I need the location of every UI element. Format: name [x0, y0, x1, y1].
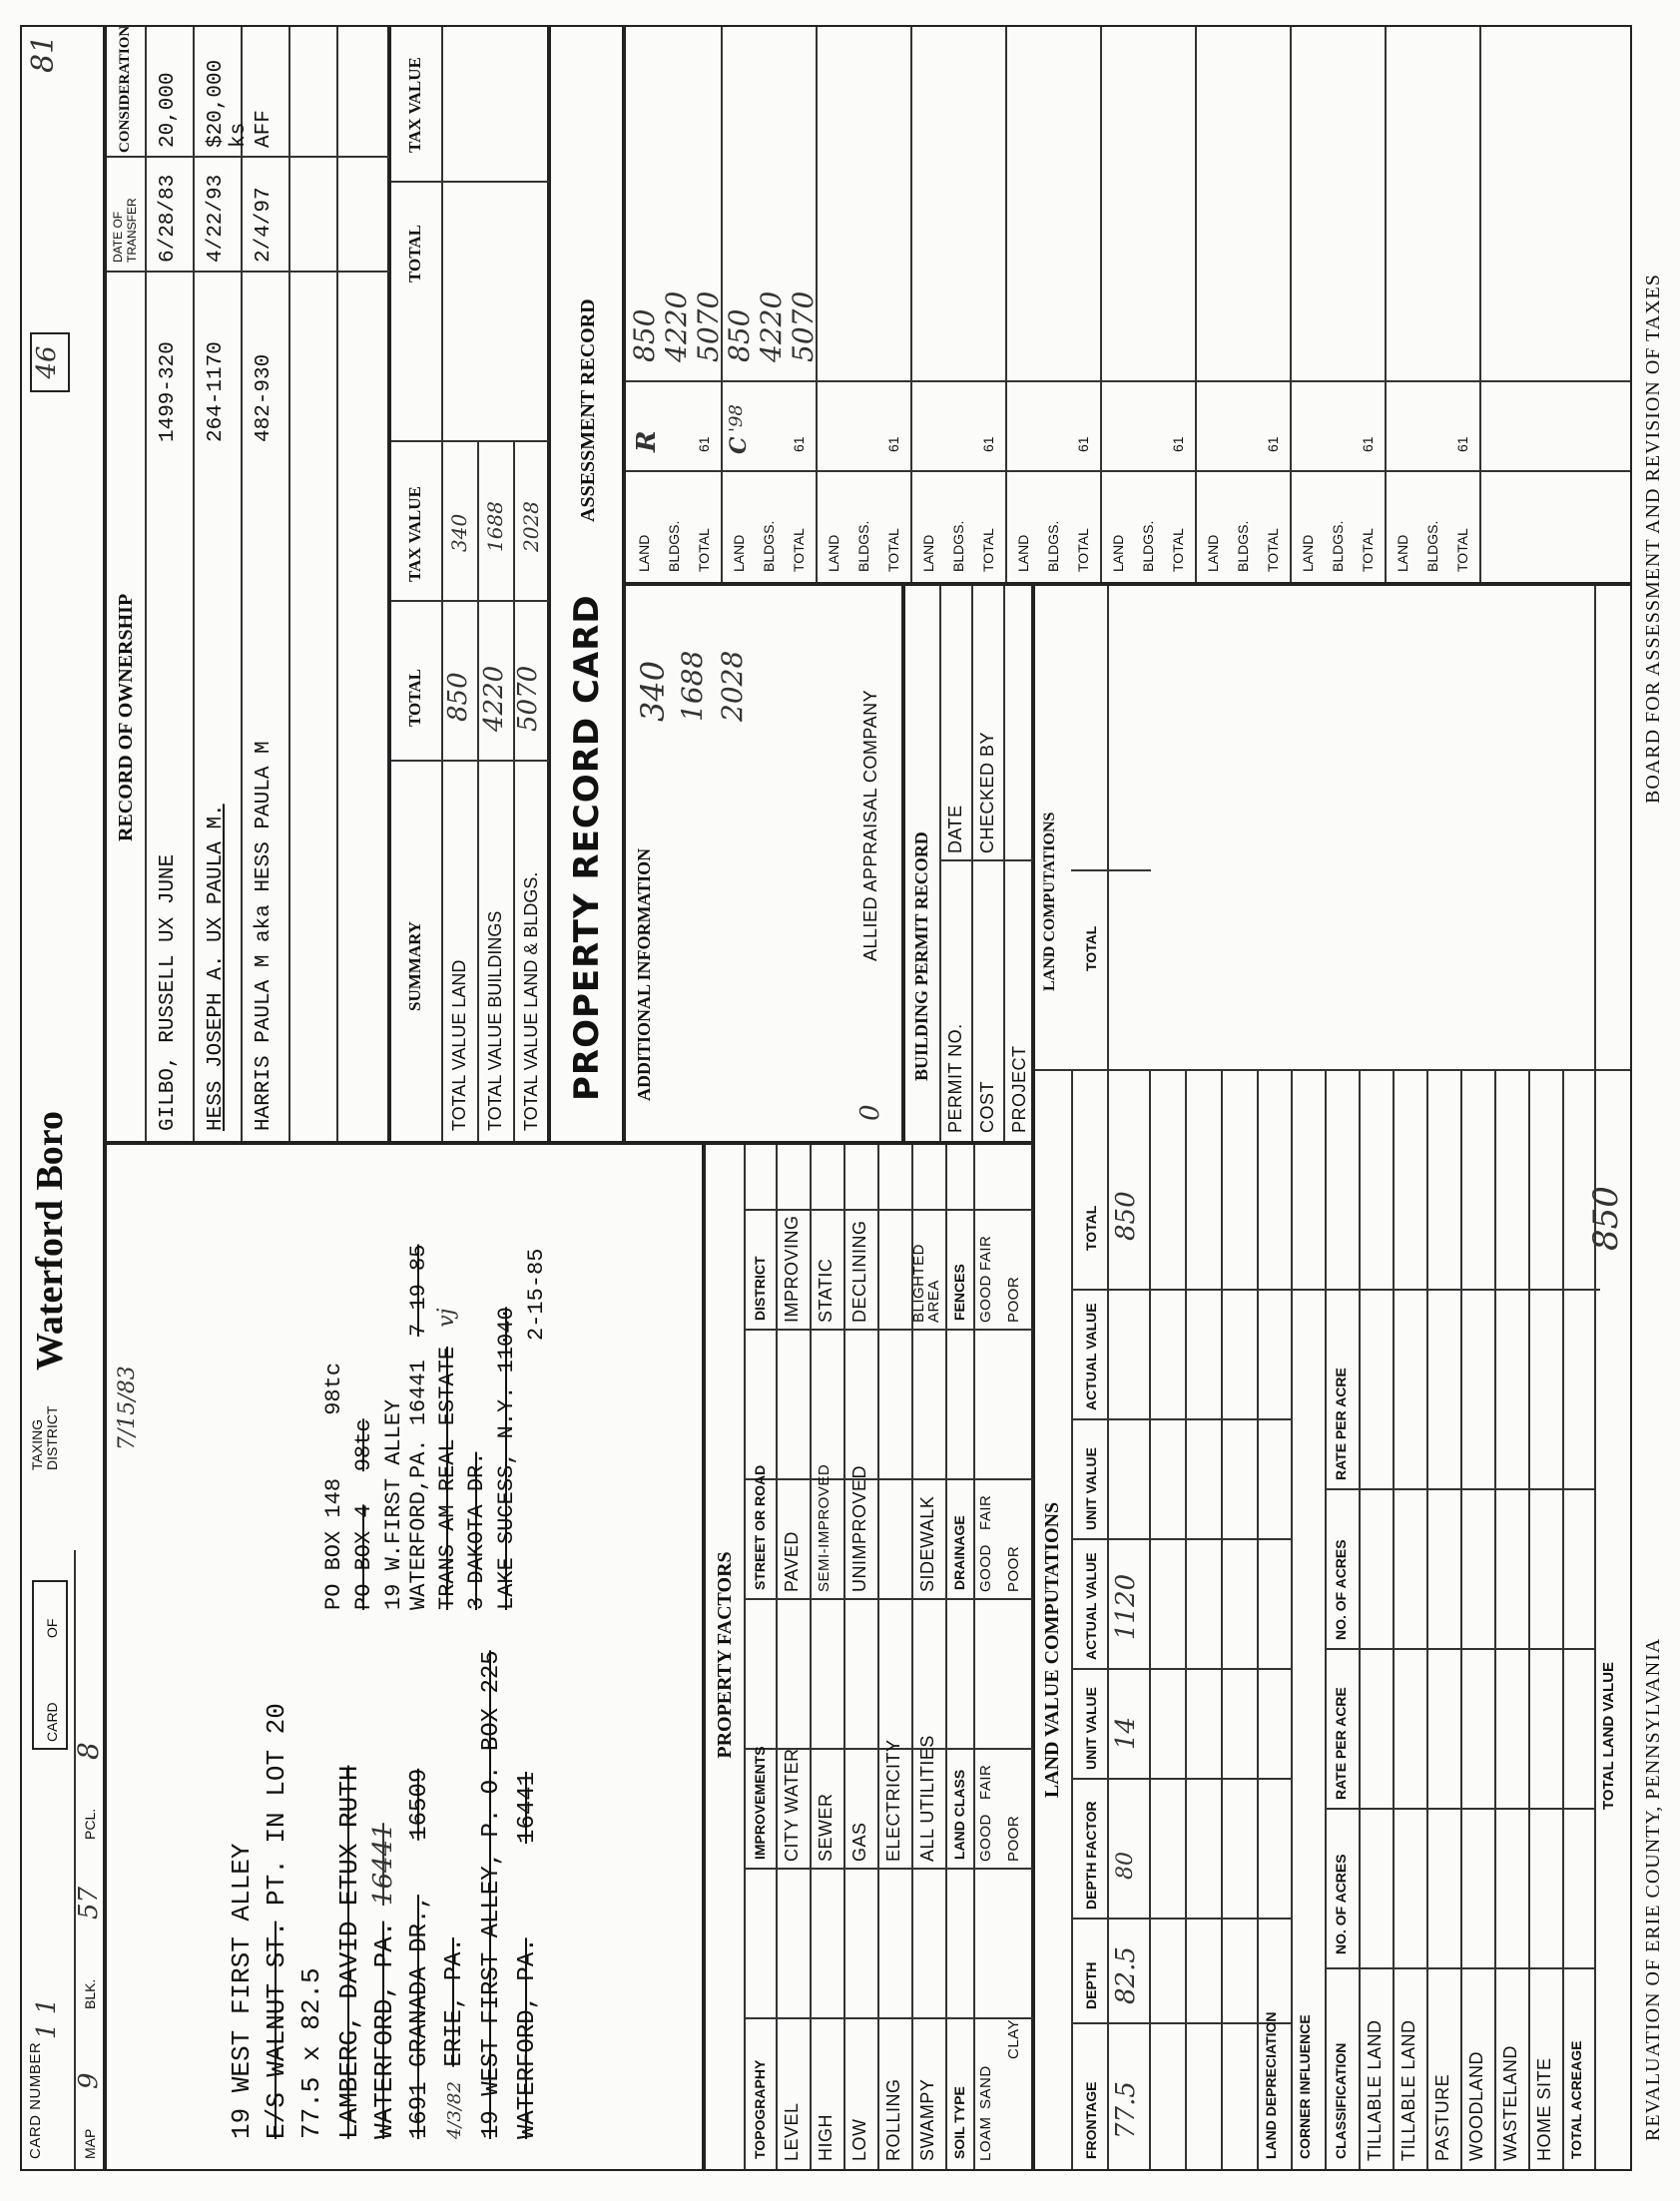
card-number-value: 1 1	[32, 1997, 62, 2039]
address-line-2-struck: E/S WALNUT ST.	[262, 1921, 291, 2139]
assessment-record	[624, 25, 1632, 584]
lv-class-col-acres-1: NO. OF ACRES	[1333, 1854, 1349, 1954]
assess-5-year: 61	[1075, 436, 1091, 452]
blk-label: BLK.	[82, 1978, 98, 2009]
col-topography: TOPOGRAPHY	[752, 2059, 768, 2159]
assess-9-land: LAND	[1395, 534, 1410, 572]
assess-6-land: LAND	[1110, 534, 1126, 572]
summary-side-total-col: TOTAL	[405, 225, 424, 282]
assess-3-year: 61	[885, 436, 901, 452]
assess-9-total: TOTAL	[1454, 528, 1470, 572]
topo-high: HIGH	[816, 2114, 836, 2161]
owner-line-6-zip: 16509	[406, 1768, 433, 1841]
assess-1-bldgs-value: 4220	[660, 290, 693, 362]
assess-1-total: TOTAL	[696, 528, 712, 572]
taxing-district: Waterford Boro	[29, 1111, 71, 1371]
district-declining: DECLINING	[849, 1220, 869, 1323]
property-description	[105, 1143, 704, 2171]
permit-project-label: PROJECT	[1009, 1045, 1029, 1133]
col-land-class: LAND CLASS	[951, 1769, 967, 1860]
assess-1-total-value: 5070	[692, 290, 725, 362]
col-soil-type: SOIL TYPE	[951, 2086, 967, 2159]
mail-line-4-date: 7-19-85	[406, 1244, 431, 1337]
assess-2-land-value: 850	[723, 308, 756, 362]
mail-line-7: LAKE SUCESS, N.Y. 11040	[494, 1307, 519, 1610]
owner-line-9-zip: 16441	[514, 1771, 541, 1844]
land-value-title: LAND VALUE COMPUTATIONS	[1041, 1501, 1063, 1799]
assess-2-year: 61	[791, 436, 807, 452]
lv-depreciation: LAND DEPRECIATION	[1263, 2011, 1279, 2159]
assess-4-land: LAND	[920, 534, 936, 572]
date-of-transfer-label: DATE OF TRANSFER	[111, 198, 139, 263]
card-title-box	[549, 25, 624, 1143]
corner-mark: 81	[26, 34, 61, 73]
additional-info-title: ADDITIONAL INFORMATION	[634, 847, 654, 1101]
summary-side-tax-col: TAX VALUE	[405, 57, 424, 153]
lv-row1-actual-value: 1120	[1111, 1573, 1141, 1640]
assess-6-bldgs: BLDGS.	[1140, 520, 1156, 572]
street-paved: PAVED	[782, 1531, 802, 1592]
owner-line-5: WATERFORD, PA.	[369, 1921, 399, 2139]
owner-line-5-zip: 16441	[368, 1823, 398, 1906]
summary-row-3-tax: 2028	[519, 501, 543, 552]
assess-4-year: 61	[980, 436, 996, 452]
owner-2-date: 4/22/93	[205, 174, 228, 263]
mail-line-4: WATERFORD,PA. 16441	[406, 1360, 431, 1610]
owner-1-date: 6/28/83	[157, 174, 180, 263]
assess-1-bldgs: BLDGS.	[666, 520, 682, 572]
summary-total-col: TOTAL	[405, 669, 424, 727]
taxing-district-label: TAXING DISTRICT	[29, 1405, 60, 1470]
address-line-3: 77.5 x 82.5	[296, 1967, 326, 2139]
footer-right: BOARD FOR ASSESSMENT AND REVISION OF TAXES	[1642, 274, 1664, 804]
lv-row1-depth: 82.5	[1111, 1946, 1141, 2004]
lv-col-unit-value: UNIT VALUE	[1083, 1687, 1099, 1770]
fences-poor: POOR	[1005, 1276, 1022, 1323]
assess-1-year: 61	[696, 436, 712, 452]
mail-line-8: 2-15-85	[524, 1248, 549, 1341]
owner-2-consideration: $20,000 ks	[205, 59, 251, 148]
appraisal-company: ALLIED APPRAISAL COMPANY	[860, 689, 880, 961]
map-value: 9	[74, 2072, 104, 2089]
soil-loam: LOAM	[977, 2116, 994, 2161]
topo-low: LOW	[849, 2118, 869, 2161]
assess-2-bldgs-value: 4220	[755, 290, 788, 362]
lv-col-total: TOTAL	[1083, 1205, 1099, 1251]
lv-class-col-classification: CLASSIFICATION	[1333, 2042, 1349, 2159]
assess-8-total: TOTAL	[1360, 528, 1376, 572]
assess-7-total: TOTAL	[1265, 528, 1281, 572]
lv-col-frontage: FRONTAGE	[1083, 2081, 1099, 2159]
summary-row-3-label: TOTAL VALUE LAND & BLDGS.	[521, 871, 541, 1131]
imp-city-water: CITY WATER	[782, 1748, 802, 1862]
summary-row-2-label: TOTAL VALUE BUILDINGS	[485, 910, 505, 1131]
permit-cost-label: COST	[977, 1080, 997, 1133]
lv-class-tillable-1: TILLABLE LAND	[1365, 2019, 1385, 2161]
lv-class-pasture: PASTURE	[1432, 2073, 1452, 2161]
lv-class-tillable-2: TILLABLE LAND	[1399, 2019, 1418, 2161]
lv-row1-total: 850	[1111, 1191, 1141, 1241]
assess-7-land: LAND	[1205, 534, 1221, 572]
lv-col-total-2: TOTAL	[1083, 925, 1099, 971]
imp-all-utilities: ALL UTILITIES	[917, 1735, 937, 1862]
lv-corner-influence: CORNER INFLUENCE	[1297, 2014, 1313, 2159]
header-row	[20, 25, 105, 2171]
mail-line-1-code: 98tc	[321, 1362, 346, 1415]
land-value-computations	[1033, 584, 1632, 2171]
mail-line-1: PO BOX 148	[321, 1477, 346, 1610]
drainage-fair: FAIR	[977, 1494, 994, 1530]
assess-7-bldgs: BLDGS.	[1235, 520, 1251, 572]
drainage-poor: POOR	[1005, 1545, 1022, 1592]
assess-2-land: LAND	[731, 534, 747, 572]
summary-tax-col: TAX VALUE	[405, 486, 424, 582]
mail-line-5: TRANS AM REAL ESTATE	[435, 1346, 460, 1610]
assess-note-year: '98	[726, 404, 747, 432]
mail-line-2: PO BOX 4	[351, 1504, 376, 1610]
summary-row-2-total: 4220	[479, 665, 509, 732]
assess-5-total: TOTAL	[1075, 528, 1091, 572]
col-district: DISTRICT	[752, 1256, 768, 1321]
landclass-fair: FAIR	[977, 1764, 994, 1800]
blk-value: 57	[74, 1886, 104, 1920]
assess-1-land: LAND	[636, 534, 652, 572]
lv-class-col-rate-1: RATE PER ACRE	[1333, 1687, 1349, 1800]
assess-3-total: TOTAL	[885, 528, 901, 572]
owner-line-6: 1691 GRANADA DR.,	[406, 1895, 433, 2139]
owner-line-7: ERIE, PA.	[441, 1937, 468, 2067]
topo-swampy: SWAMPY	[917, 2078, 937, 2161]
street-sidewalk: SIDEWALK	[917, 1495, 937, 1592]
owner-1-book: 1499-320	[157, 341, 180, 442]
assess-2-total: TOTAL	[791, 528, 807, 572]
lv-row1-frontage: 77.5	[1111, 2081, 1141, 2139]
lv-class-col-rate-2: RATE PER ACRE	[1333, 1368, 1349, 1480]
lv-class-wasteland: WASTELAND	[1500, 2045, 1520, 2161]
owner-3-book: 482-930	[253, 353, 276, 442]
lv-col-actual-value: ACTUAL VALUE	[1083, 1552, 1099, 1660]
street-unimproved: UNIMPROVED	[849, 1464, 869, 1592]
owner-3-consideration: AFF	[253, 110, 276, 148]
summary-row-2-tax: 1688	[483, 501, 507, 552]
soil-clay: CLAY	[1005, 2018, 1022, 2059]
additional-value-1: 340	[634, 660, 672, 722]
permit-date-label: DATE	[945, 805, 965, 853]
district-blighted: BLIGHTED AREA	[910, 1243, 942, 1323]
landclass-poor: POOR	[1005, 1815, 1022, 1862]
lv-total-land-value-label: TOTAL LAND VALUE	[1600, 1661, 1617, 1810]
mail-line-3: 19 W.FIRST ALLEY	[381, 1398, 406, 1610]
district-static: STATIC	[816, 1258, 836, 1323]
owner-1-name: GILBO, RUSSELL UX JUNE	[157, 853, 180, 1131]
summary-row-1-label: TOTAL VALUE LAND	[449, 959, 469, 1131]
additional-value-3: 2028	[716, 650, 749, 722]
owner-line-4: LAMBERG, DAVID ETUX RUTH	[334, 1765, 364, 2139]
building-permit	[903, 584, 1033, 1143]
summary-row-1-tax: 340	[447, 513, 471, 552]
street-semi: SEMI-IMPROVED	[816, 1463, 833, 1592]
assess-1-land-value: 850	[628, 308, 661, 362]
map-label: MAP	[82, 2128, 98, 2159]
lv-class-home-site: HOME SITE	[1534, 2057, 1554, 2161]
assess-3-bldgs: BLDGS.	[855, 520, 871, 572]
summary-row-3-total: 5070	[513, 665, 543, 732]
landclass-good: GOOD	[977, 1814, 994, 1862]
pcl-value: 8	[72, 1742, 105, 1760]
district-improving: IMPROVING	[782, 1215, 802, 1323]
card-title: PROPERTY RECORD CARD	[567, 594, 607, 1101]
owner-line-7-date: 4/3/82	[444, 2081, 465, 2139]
owner-3-name: HARRIS PAULA M aka HESS PAULA M	[253, 741, 276, 1131]
fences-fair: FAIR	[977, 1235, 994, 1271]
summary-box	[389, 25, 549, 1143]
ownership-title: RECORD OF OWNERSHIP	[115, 593, 137, 841]
lv-col-unit-value-2: UNIT VALUE	[1083, 1447, 1099, 1530]
page-number-box: 46	[30, 332, 70, 392]
assess-6-total: TOTAL	[1170, 528, 1186, 572]
soil-sand: SAND	[977, 2065, 994, 2109]
assessment-title: ASSESSMENT RECORD	[577, 298, 599, 522]
lv-class-col-acres-2: NO. OF ACRES	[1333, 1539, 1349, 1640]
lv-row1-unit-value: 14	[1111, 1716, 1141, 1750]
assess-6-year: 61	[1170, 436, 1186, 452]
topo-level: LEVEL	[782, 2102, 802, 2161]
imp-electricity: ELECTRICITY	[883, 1739, 903, 1862]
footer-left: REVALUATION OF ERIE COUNTY, PENNSYLVANIA	[1642, 1637, 1664, 2141]
col-improvements: IMPROVEMENTS	[752, 1746, 768, 1860]
assess-4-total: TOTAL	[980, 528, 996, 572]
lv-row1-depth-factor: 80	[1113, 1852, 1138, 1880]
assess-8-year: 61	[1360, 436, 1376, 452]
summary-row-1-total: 850	[443, 672, 473, 722]
consideration-label: CONSIDERATION	[117, 25, 133, 153]
lv-col-actual-value-2: ACTUAL VALUE	[1083, 1303, 1099, 1410]
assess-7-year: 61	[1265, 436, 1281, 452]
owner-line-9: WATERFORD, PA.	[514, 1937, 541, 2139]
assess-9-year: 61	[1454, 436, 1470, 452]
summary-title: SUMMARY	[405, 920, 424, 1011]
additional-zero-mark: 0	[855, 1104, 885, 1121]
drainage-good: GOOD	[977, 1544, 994, 1592]
pcl-label: PCL.	[82, 1808, 98, 1840]
owner-1-consideration: 20,000	[157, 72, 180, 148]
lv-col-depth-factor: DEPTH FACTOR	[1083, 1801, 1099, 1910]
mail-line-2-code: 98tc	[351, 1418, 376, 1472]
ownership-record	[105, 25, 389, 1143]
assess-4-bldgs: BLDGS.	[950, 520, 966, 572]
col-street: STREET OR ROAD	[752, 1464, 768, 1590]
lv-total-acreage: TOTAL ACREAGE	[1568, 2040, 1584, 2159]
assess-3-land: LAND	[826, 534, 841, 572]
owner-line-8: 19 WEST FIRST ALLEY, P. O. BOX 225	[478, 1650, 505, 2139]
assess-note-r: R	[632, 430, 662, 452]
mail-line-6: 3 DAKOTA DR.	[464, 1451, 489, 1610]
imp-gas: GAS	[849, 1822, 869, 1862]
topo-rolling: ROLLING	[883, 2078, 903, 2161]
mail-line-5-code: vj	[434, 1308, 459, 1328]
land-computations-title: LAND COMPUTATIONS	[1041, 812, 1058, 991]
property-factors-title: PROPERTY FACTORS	[714, 1551, 736, 1759]
property-factors	[704, 1143, 1033, 2171]
assess-9-bldgs: BLDGS.	[1424, 520, 1440, 572]
imp-sewer: SEWER	[816, 1793, 836, 1862]
owner-2-book: 264-1170	[205, 341, 228, 442]
col-fences: FENCES	[951, 1264, 967, 1321]
address-line-2-rest: PT. IN LOT 20	[262, 1703, 291, 1906]
of-label: OF	[44, 1618, 60, 1638]
fences-good: GOOD	[977, 1275, 994, 1323]
lv-class-woodland: WOODLAND	[1466, 2050, 1486, 2161]
card-number-label: CARD NUMBER	[27, 2041, 44, 2159]
col-drainage: DRAINAGE	[951, 1515, 967, 1590]
assess-2-bldgs: BLDGS.	[761, 520, 777, 572]
permit-no-label: PERMIT NO.	[945, 1023, 965, 1133]
lv-total-land-value: 850	[1586, 1186, 1626, 1251]
additional-info	[624, 584, 903, 1143]
assess-5-bldgs: BLDGS.	[1045, 520, 1061, 572]
assess-5-land: LAND	[1015, 534, 1031, 572]
date-stamp: 7/15/83	[115, 1366, 140, 1450]
owner-3-date: 2/4/97	[253, 187, 276, 263]
lv-col-depth: DEPTH	[1083, 1961, 1099, 2009]
assess-note-c: C	[726, 436, 752, 454]
permit-title: BUILDING PERMIT RECORD	[911, 831, 931, 1081]
assess-8-land: LAND	[1300, 534, 1316, 572]
card-label: CARD	[44, 1702, 60, 1742]
additional-value-2: 1688	[676, 650, 709, 722]
card-of-box	[32, 1580, 68, 1750]
permit-checked-label: CHECKED BY	[977, 731, 997, 853]
assess-2-total-value: 5070	[787, 290, 820, 362]
address-line-1: 19 WEST FIRST ALLEY	[227, 1843, 257, 2139]
assess-8-bldgs: BLDGS.	[1330, 520, 1346, 572]
owner-2-name: HESS JOSEPH A. UX PAULA M.	[205, 804, 228, 1131]
